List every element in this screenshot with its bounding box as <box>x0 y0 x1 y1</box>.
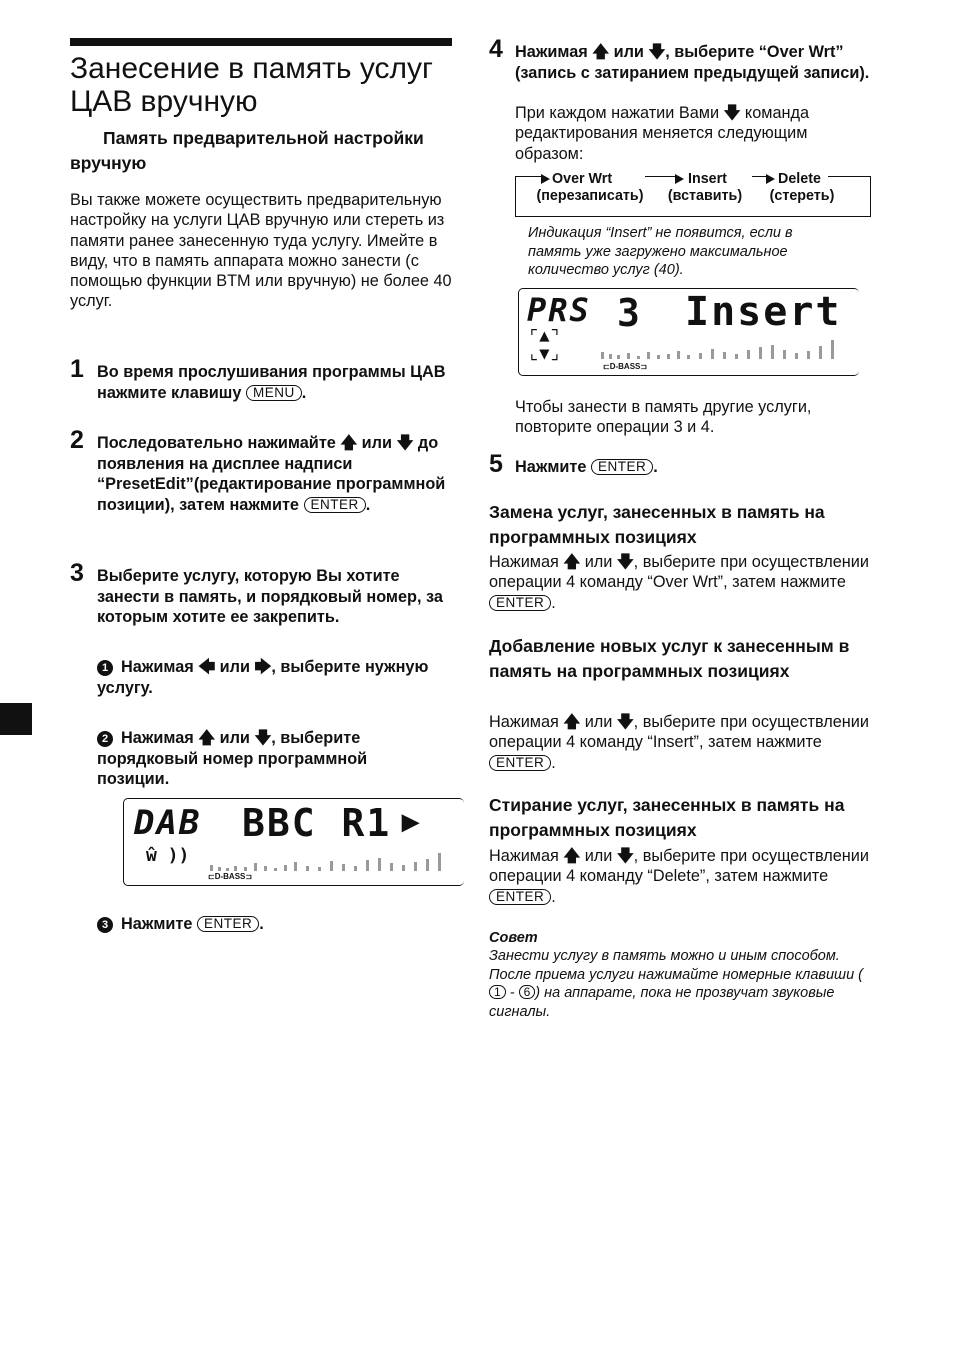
step-1: Во время прослушивания программы ЦАВ нажмите клавишу MENU . <box>97 363 446 402</box>
paragraph-replace: Нажимая 🡅 или 🡇, выберите при осуществлении операции 4 команду “Over Wrt”, затем нажмите ENTER . <box>489 553 869 612</box>
enter-key: ENTER <box>489 889 551 905</box>
enter-key: ENTER <box>591 459 653 475</box>
arrow-down-icon: 🡇 <box>616 847 634 865</box>
lcd-display-insert <box>518 288 859 376</box>
or-text: или <box>219 729 250 747</box>
step-number: 1 <box>70 355 84 383</box>
section-tab-marker <box>0 703 32 735</box>
step-3: Выберите услугу, которую Вы хотите занести в память, и порядковый номер, за которым хотите ее закрепить. <box>97 567 443 626</box>
arrow-right-icon: 🡆 <box>254 658 272 676</box>
substep-2 <box>97 728 437 790</box>
arrow-right-icon <box>541 174 550 184</box>
lcd-station-name: BBC R1 <box>242 801 392 845</box>
step-2-text-b: до появления на дисплее надписи “PresetEdit”(редактирование программной позиции), затем нажмите <box>97 434 446 514</box>
substep-number: 2 <box>97 731 113 747</box>
arrow-right-icon <box>675 174 684 184</box>
step-4-body <box>515 103 875 164</box>
arrow-up-icon: 🡅 <box>563 847 581 865</box>
lcd-preset-number: 3 <box>617 291 642 335</box>
enter-key: ENTER <box>489 595 551 611</box>
step-1-text: Во время прослушивания программы ЦАВ нажмите клавишу <box>97 363 446 402</box>
tip-dash: - <box>505 985 519 1001</box>
step-5: Нажмите ENTER . <box>515 458 658 476</box>
spectrum-bars <box>210 845 450 871</box>
menu-key: MENU <box>246 385 302 401</box>
or-text: или <box>219 658 251 676</box>
arrow-down-icon: 🡇 <box>396 434 414 452</box>
enter-key: ENTER <box>197 916 259 932</box>
flow-label-delete: Delete <box>778 171 821 187</box>
arrow-up-icon: 🡅 <box>592 43 610 61</box>
step-4-a: Нажимая <box>515 43 588 61</box>
flow-sub-insert: (вставить) <box>667 188 743 204</box>
substep-2-b: , выберите порядковый номер программной позиции. <box>97 729 368 788</box>
title-rule <box>70 38 452 46</box>
insert-note: Индикация “Insert” не появится, если в память уже загружено максимальное количество услуг (40). <box>528 225 793 278</box>
arrow-down-icon: 🡇 <box>723 104 741 122</box>
flow-sub-overwrt: (перезаписать) <box>536 188 644 204</box>
flow-sub-delete: (стереть) <box>769 188 835 204</box>
flow-label-overwrt: Over Wrt <box>552 171 613 187</box>
arrow-right-icon <box>766 174 775 184</box>
key-1: 1 <box>489 985 506 999</box>
p-delete-a: Нажимая <box>489 847 559 865</box>
tip-text <box>489 947 879 1021</box>
enter-key: ENTER <box>304 497 366 513</box>
arrow-left-icon: 🡄 <box>198 658 216 676</box>
step-number: 5 <box>489 450 503 478</box>
substep-number: 3 <box>97 917 113 933</box>
step-4-body-b: команда редактирования меняется следующим образом: <box>515 104 810 163</box>
arrow-down-icon: 🡇 <box>616 713 634 731</box>
lcd-display-dab <box>123 798 464 886</box>
flow-label-insert: Insert <box>688 171 727 187</box>
substep-3: 3 Нажмите ENTER . <box>97 914 437 935</box>
p-add-a: Нажимая <box>489 713 559 731</box>
step-number: 3 <box>70 559 84 587</box>
substep-1-a: Нажимая <box>121 658 194 676</box>
step-2-text-a: Последовательно нажимайте <box>97 434 336 452</box>
p-delete-b: , выберите при осуществлении операции 4 команду “Delete”, затем нажмите <box>489 847 869 886</box>
or-text: или <box>361 434 393 452</box>
tip-text-b: ) на аппарате, пока не прозвучат звуковые сигналы. <box>489 985 835 1020</box>
dbass-indicator: ⊏D-BASS⊐ <box>603 362 648 371</box>
substep-number: 1 <box>97 660 113 676</box>
intro-paragraph: Вы также можете осуществить предварительную настройку на услуги ЦАВ вручную или стереть из памяти ранее занесенную туда услугу. Имейте в виду, что в память аппарата можно занести (с помощью функции BTM или вручную) не более 40 услуг. <box>70 191 452 311</box>
substep-1 <box>97 657 437 698</box>
arrow-up-icon: 🡅 <box>563 713 581 731</box>
section-subtitle: Память предварительной настройки вручную <box>70 128 424 173</box>
paragraph-add: Нажимая 🡅 или 🡇, выберите при осуществлении операции 4 команду “Insert”, затем нажмите ENTER . <box>489 713 869 772</box>
step-number: 2 <box>70 426 84 454</box>
heading-replace: Замена услуг, занесенных в память на программных позициях <box>489 502 825 547</box>
arrow-down-icon: 🡇 <box>254 729 272 747</box>
step-5-text: Нажмите <box>515 458 587 476</box>
p-add-b: , выберите при осуществлении операции 4 команду “Insert”, затем нажмите <box>489 713 869 752</box>
lcd-mode-text: Insert <box>685 289 842 335</box>
spectrum-bars <box>601 333 841 359</box>
enter-key: ENTER <box>489 755 551 771</box>
step-2: Последовательно нажимайте 🡅 или 🡇 до появления на дисплее надписи “PresetEdit”(редактирование программной позиции), затем нажмите ENTER . <box>97 434 446 514</box>
or-text: или <box>613 43 644 61</box>
or-text: или <box>584 713 613 731</box>
paragraph-delete: Нажимая 🡅 или 🡇, выберите при осуществлении операции 4 команду “Delete”, затем нажмите ENTER . <box>489 847 869 906</box>
step-4-b: , выберите “Over Wrt” (запись с затиранием предыдущей записи). <box>515 43 870 82</box>
arrow-up-icon: 🡅 <box>198 729 216 747</box>
page-title: Занесение в память услуг ЦАВ вручную <box>70 52 433 118</box>
heading-delete: Стирание услуг, занесенных в память на программных позициях <box>489 795 845 840</box>
step-number: 4 <box>489 35 503 63</box>
step-4-body-a: При каждом нажатии Вами <box>515 104 720 122</box>
p-replace-a: Нажимая <box>489 553 559 571</box>
substep-2-a: Нажимая <box>121 729 194 747</box>
arrow-down-icon: 🡇 <box>616 553 634 571</box>
arrow-down-icon: 🡇 <box>648 43 666 61</box>
heading-add: Добавление новых услуг к занесенным в память на программных позициях <box>489 636 850 681</box>
tip-text-a: Занести услугу в память можно и иным способом. После приема услуги нажимайте номерные клавиши ( <box>489 948 863 983</box>
dbass-indicator: ⊏D-BASS⊐ <box>208 872 253 881</box>
repeat-instruction: Чтобы занести в память другие услуги, повторите операции 3 и 4. <box>515 398 812 437</box>
signal-icon: ŵ )) <box>146 845 190 866</box>
preset-select-icon: ⌜▲⌝ ⌞▼⌟ <box>529 326 560 364</box>
or-text: или <box>584 847 613 865</box>
lcd-dab-label: DAB <box>134 803 202 843</box>
tip-title: Совет <box>489 930 538 946</box>
play-indicator-icon: ▶ <box>402 809 419 834</box>
or-text: или <box>584 553 613 571</box>
arrow-up-icon: 🡅 <box>340 434 358 452</box>
substep-3-a: Нажмите <box>121 915 193 933</box>
key-6: 6 <box>519 985 536 999</box>
p-replace-b: , выберите при осуществлении операции 4 команду “Over Wrt”, затем нажмите <box>489 553 869 592</box>
step-4 <box>515 42 875 83</box>
lcd-prs-label: PRS <box>527 291 591 329</box>
arrow-up-icon: 🡅 <box>563 553 581 571</box>
substep-1-b: , выберите нужную услугу. <box>97 658 429 697</box>
mode-cycle-diagram <box>515 171 871 217</box>
